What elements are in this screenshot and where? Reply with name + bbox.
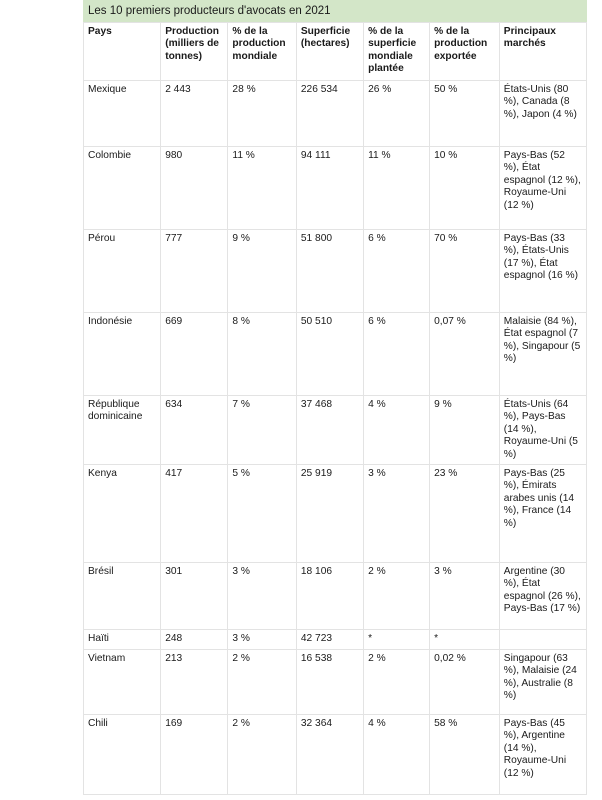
cell-marches: Pays-Bas (52 %), État espagnol (12 %), Royaume-Uni (12 %): [499, 147, 586, 230]
cell-pct-exportee: 10 %: [430, 147, 500, 230]
cell-superficie: 25 919: [296, 465, 363, 563]
cell-production: 248: [161, 630, 228, 650]
header-production: Production (milliers de tonnes): [161, 23, 228, 81]
cell-pays: Colombie: [84, 147, 161, 230]
cell-production: 634: [161, 396, 228, 465]
cell-superficie: 226 534: [296, 81, 363, 147]
header-pct-production: % de la production mondiale: [228, 23, 296, 81]
cell-pct-production: 11 %: [228, 147, 296, 230]
cell-pct-production: 2 %: [228, 650, 296, 715]
header-pays: Pays: [84, 23, 161, 81]
cell-pct-production: 28 %: [228, 81, 296, 147]
cell-superficie: 32 364: [296, 715, 363, 795]
cell-pays: Vietnam: [84, 650, 161, 715]
table-row: [84, 81, 587, 147]
table-row: [84, 313, 587, 396]
cell-marches: Malaisie (84 %), État espagnol (7 %), Singapour (5 %): [499, 313, 586, 396]
cell-pays: Indonésie: [84, 313, 161, 396]
cell-pct-superficie: 3 %: [364, 465, 430, 563]
cell-marches: Pays-Bas (25 %), Émirats arabes unis (14 %), France (14 %): [499, 465, 586, 563]
cell-production: 213: [161, 650, 228, 715]
cell-superficie: 37 468: [296, 396, 363, 465]
cell-marches: Argentine (30 %), État espagnol (26 %), Pays-Bas (17 %): [499, 563, 586, 630]
cell-marches: [499, 630, 586, 650]
cell-pct-exportee: 58 %: [430, 715, 500, 795]
cell-pct-superficie: 11 %: [364, 147, 430, 230]
cell-superficie: 16 538: [296, 650, 363, 715]
cell-pct-superficie: 2 %: [364, 650, 430, 715]
cell-pct-exportee: 50 %: [430, 81, 500, 147]
cell-pct-superficie: 4 %: [364, 396, 430, 465]
table-row: [84, 396, 587, 465]
cell-pays: République dominicaine: [84, 396, 161, 465]
cell-pays: Mexique: [84, 81, 161, 147]
cell-pct-production: 7 %: [228, 396, 296, 465]
table-row: [84, 563, 587, 630]
table-body: [84, 81, 587, 795]
cell-production: 169: [161, 715, 228, 795]
table-row: [84, 715, 587, 795]
cell-pct-production: 3 %: [228, 630, 296, 650]
cell-production: 417: [161, 465, 228, 563]
cell-pct-exportee: 70 %: [430, 230, 500, 313]
cell-pct-exportee: 0,02 %: [430, 650, 500, 715]
header-pct-exportee: % de la production exportée: [430, 23, 500, 81]
header-row: [84, 23, 587, 81]
cell-pct-superficie: 2 %: [364, 563, 430, 630]
avocado-producers-table-container: [83, 0, 587, 795]
cell-pct-production: 5 %: [228, 465, 296, 563]
cell-marches: États-Unis (64 %), Pays-Bas (14 %), Royaume-Uni (5 %): [499, 396, 586, 465]
cell-superficie: 51 800: [296, 230, 363, 313]
cell-superficie: 50 510: [296, 313, 363, 396]
table-row: [84, 465, 587, 563]
cell-marches: Singapour (63 %), Malaisie (24 %), Australie (8 %): [499, 650, 586, 715]
cell-pct-superficie: 6 %: [364, 313, 430, 396]
cell-pct-exportee: 3 %: [430, 563, 500, 630]
producers-table: [83, 22, 587, 795]
cell-superficie: 18 106: [296, 563, 363, 630]
cell-pays: Chili: [84, 715, 161, 795]
cell-production: 2 443: [161, 81, 228, 147]
cell-pct-superficie: 4 %: [364, 715, 430, 795]
cell-marches: Pays-Bas (45 %), Argentine (14 %), Royaume-Uni (12 %): [499, 715, 586, 795]
cell-pct-exportee: *: [430, 630, 500, 650]
cell-production: 669: [161, 313, 228, 396]
cell-pct-superficie: *: [364, 630, 430, 650]
cell-pays: Haïti: [84, 630, 161, 650]
cell-pct-production: 9 %: [228, 230, 296, 313]
cell-pct-exportee: 23 %: [430, 465, 500, 563]
cell-pays: Brésil: [84, 563, 161, 630]
header-superficie: Superficie (hectares): [296, 23, 363, 81]
table-row: [84, 650, 587, 715]
header-pct-superficie: % de la superficie mondiale plantée: [364, 23, 430, 81]
cell-production: 777: [161, 230, 228, 313]
cell-pct-exportee: 0,07 %: [430, 313, 500, 396]
cell-pct-superficie: 6 %: [364, 230, 430, 313]
cell-pct-superficie: 26 %: [364, 81, 430, 147]
cell-pct-production: 2 %: [228, 715, 296, 795]
cell-marches: Pays-Bas (33 %), États-Unis (17 %), État espagnol (16 %): [499, 230, 586, 313]
table-row: [84, 230, 587, 313]
table-row: [84, 630, 587, 650]
table-row: [84, 147, 587, 230]
cell-superficie: 94 111: [296, 147, 363, 230]
cell-superficie: 42 723: [296, 630, 363, 650]
cell-marches: États-Unis (80 %), Canada (8 %), Japon (4 %): [499, 81, 586, 147]
cell-production: 980: [161, 147, 228, 230]
cell-pct-production: 3 %: [228, 563, 296, 630]
cell-production: 301: [161, 563, 228, 630]
cell-pct-exportee: 9 %: [430, 396, 500, 465]
header-marches: Principaux marchés: [499, 23, 586, 81]
cell-pays: Kenya: [84, 465, 161, 563]
cell-pays: Pérou: [84, 230, 161, 313]
table-caption: Les 10 premiers producteurs d'avocats en 2021: [83, 0, 587, 22]
cell-pct-production: 8 %: [228, 313, 296, 396]
